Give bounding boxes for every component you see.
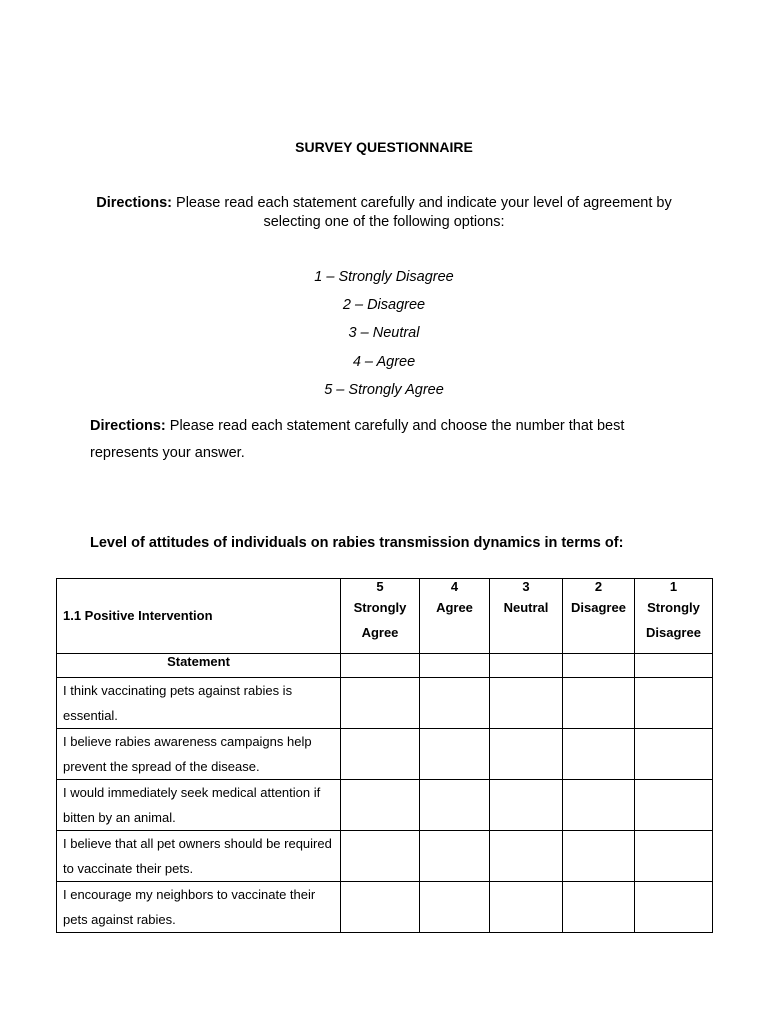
column-label: Neutral: [503, 600, 549, 615]
rating-cell-2[interactable]: [563, 831, 635, 882]
column-label: Disagree: [571, 600, 626, 615]
statement-text: I believe that all pet owners should be required to vaccinate their pets.: [57, 831, 341, 882]
table-row: [57, 831, 713, 882]
directions-text-2: Please read each statement carefully and choose the number that best represents your answer.: [90, 418, 625, 461]
scale-item-3: 3 – Neutral: [348, 325, 420, 342]
rating-cell: [341, 654, 420, 678]
rating-cell-1[interactable]: [635, 780, 713, 831]
column-label: Strongly: [353, 600, 407, 615]
rating-cell-5[interactable]: [341, 780, 420, 831]
rating-cell-3[interactable]: [490, 729, 563, 780]
rating-cell-3[interactable]: [490, 831, 563, 882]
document-title: SURVEY QUESTIONNAIRE: [295, 139, 473, 155]
rating-cell-1[interactable]: [635, 882, 713, 933]
rating-cell-4[interactable]: [420, 729, 490, 780]
rating-cell-1[interactable]: [635, 678, 713, 729]
column-number: 2: [594, 579, 603, 594]
rating-cell-4[interactable]: [420, 780, 490, 831]
table-row: [57, 729, 713, 780]
statement-text: I encourage my neighbors to vaccinate their pets against rabies.: [57, 882, 341, 933]
scale-item-4: 4 – Agree: [352, 353, 416, 370]
column-label: Disagree: [646, 625, 701, 640]
column-header-5: [341, 579, 420, 654]
table-row: [57, 882, 713, 933]
rating-cell-4[interactable]: [420, 831, 490, 882]
rating-cell-2[interactable]: [563, 729, 635, 780]
rating-cell-5[interactable]: [341, 729, 420, 780]
rating-cell: [420, 654, 490, 678]
scale-item-5: 5 – Strongly Agree: [324, 381, 444, 398]
directions-paragraph-1: [90, 194, 678, 232]
column-number: 5: [376, 579, 384, 594]
directions-label-1: Directions:: [96, 195, 172, 211]
table-header-row: [57, 579, 713, 654]
rating-cell-1[interactable]: [635, 831, 713, 882]
rating-scale-list: [0, 266, 768, 407]
directions-label-2: Directions:: [90, 418, 166, 434]
rating-cell-3[interactable]: [490, 882, 563, 933]
section-label-cell: [57, 579, 341, 654]
rating-cell-1[interactable]: [635, 729, 713, 780]
column-header-1: [635, 579, 713, 654]
column-header-2: [563, 579, 635, 654]
table-row: [57, 678, 713, 729]
directions-paragraph-2: [90, 413, 690, 467]
column-number: 3: [522, 579, 530, 594]
rating-cell-4[interactable]: [420, 882, 490, 933]
column-label: Agree: [361, 625, 399, 640]
statement-text: I think vaccinating pets against rabies is essential.: [57, 678, 341, 729]
statement-text: I would immediately seek medical attention if bitten by an animal.: [57, 780, 341, 831]
section-heading: Level of attitudes of individuals on rabies transmission dynamics in terms of:: [90, 535, 624, 551]
statement-text: I believe rabies awareness campaigns help prevent the spread of the disease.: [57, 729, 341, 780]
rating-cell-4[interactable]: [420, 678, 490, 729]
rating-cell-2[interactable]: [563, 882, 635, 933]
rating-cell-3[interactable]: [490, 678, 563, 729]
scale-item-2: 2 – Disagree: [342, 297, 426, 314]
survey-table: [56, 578, 713, 933]
table-row: [57, 780, 713, 831]
rating-cell: [563, 654, 635, 678]
rating-cell: [635, 654, 713, 678]
rating-cell-5[interactable]: [341, 831, 420, 882]
directions-text-1: Please read each statement carefully and indicate your level of agreement by selecting one of the following options:: [172, 195, 672, 230]
scale-item-1: 1 – Strongly Disagree: [314, 269, 454, 285]
rating-cell-5[interactable]: [341, 678, 420, 729]
rating-cell: [490, 654, 563, 678]
section-label: 1.1 Positive Intervention: [63, 608, 213, 623]
column-label: Strongly: [647, 600, 700, 615]
rating-cell-2[interactable]: [563, 678, 635, 729]
rating-cell-5[interactable]: [341, 882, 420, 933]
rating-cell-2[interactable]: [563, 780, 635, 831]
statement-header: Statement: [57, 654, 341, 678]
statement-header-row: [57, 654, 713, 678]
column-header-4: [420, 579, 490, 654]
rating-cell-3[interactable]: [490, 780, 563, 831]
column-number: 1: [669, 579, 678, 594]
column-header-3: [490, 579, 563, 654]
column-number: 4: [450, 579, 459, 594]
column-label: Agree: [436, 600, 473, 615]
